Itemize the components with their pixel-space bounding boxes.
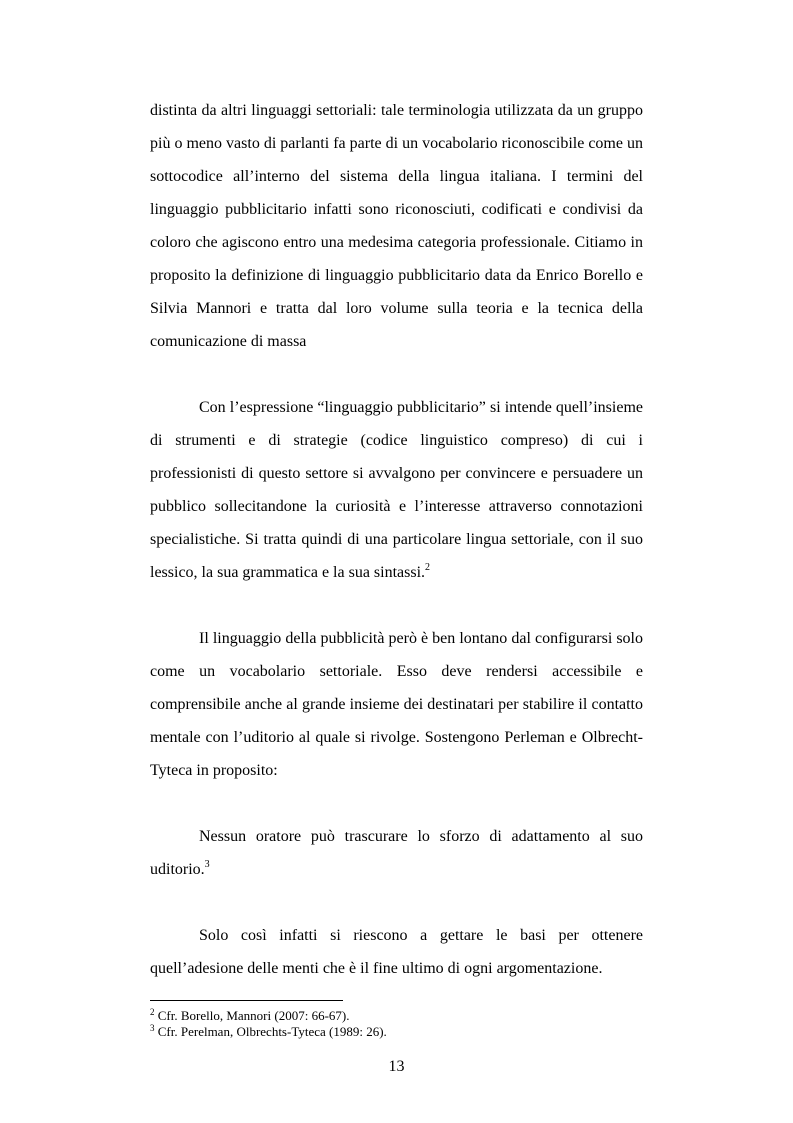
footnote-reference: 3: [204, 859, 210, 870]
footnote-item: [150, 1008, 643, 1024]
block-quote-text: Nessun oratore può trascurare lo sforzo di adattamento al suo uditorio.: [150, 828, 643, 878]
body-text: [150, 94, 643, 985]
block-quote-text: Con l’espressione “linguaggio pubblicitario” si intende quell’insieme di strumenti e di strategie (codice linguistico compreso) di cui i professionisti di questo settore si avvalgono per convincere e persuadere un pubblico sollecitandone la curiosità e l’interesse attraverso connotazioni specialistiche. Si tratta quindi di una particolare lingua settoriale, con il suo lessico, la sua grammatica e la sua sintassi.: [150, 399, 643, 581]
footnote-marker: 2: [150, 1007, 155, 1017]
paragraph-argomentazione: Solo così infatti si riescono a gettare le basi per ottenere quell’adesione delle menti che è il fine ultimo di ogni argomentazione.: [150, 927, 643, 977]
block-quote-perelman: [150, 820, 643, 886]
footnote-text: Cfr. Perelman, Olbrechts-Tyteca (1989: 26).: [154, 1024, 387, 1039]
footnotes: [150, 1008, 643, 1040]
block-quote-definition: [150, 391, 643, 589]
paragraph-pubblicita: Il linguaggio della pubblicità però è ben lontano dal configurarsi solo come un vocabolario settoriale. Esso deve rendersi accessibile e comprensibile anche al grande insieme dei destinatari per stabilire il contatto mentale con l’uditorio al quale si rivolge. Sostengono Perleman e Olbrecht-Tyteca in proposito:: [150, 630, 643, 779]
paragraph-continuation: distinta da altri linguaggi settoriali: tale terminologia utilizzata da un gruppo più o meno vasto di parlanti fa parte di un vocabolario riconoscibile come un sottocodice all’interno del sistema della lingua italiana. I termini del linguaggio pubblicitario infatti sono riconosciuti, codificati e condivisi da coloro che agiscono entro una medesima categoria professionale. Citiamo in proposito la definizione di linguaggio pubblicitario data da Enrico Borello e Silvia Mannori e tratta dal loro volume sulla teoria e la tecnica della comunicazione di massa: [150, 102, 643, 350]
footnote-reference: 2: [425, 562, 431, 573]
page-number: 13: [388, 1058, 405, 1075]
footnote-item: [150, 1024, 643, 1040]
footnote-text: Cfr. Borello, Mannori (2007: 66-67).: [154, 1008, 350, 1023]
footnote-marker: 3: [150, 1023, 155, 1033]
footnote-separator: [150, 1000, 343, 1001]
